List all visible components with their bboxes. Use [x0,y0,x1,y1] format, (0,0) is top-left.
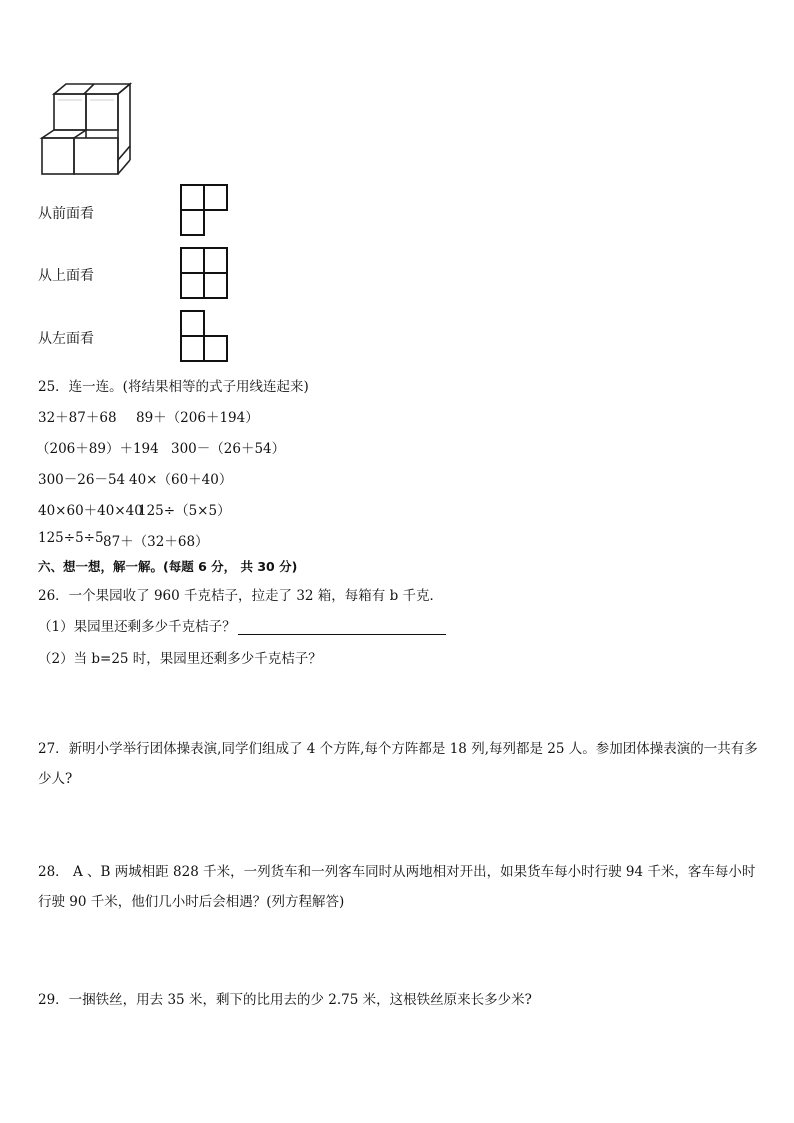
top-view-label: 从上面看 [38,268,94,284]
q26-sub1 [38,615,446,635]
q29-text: 29．一捆铁丝，用去 35 米，剩下的比用去的少 2.75 米，这根铁丝原来长多少米? [38,992,532,1008]
q25-left-2: （206＋89）＋194 [36,441,159,457]
left-view-label: 从左面看 [38,331,94,347]
q26-sub2: （2）当 b=25 时，果园里还剩多少千克桔子？ [38,651,322,667]
front-view-label: 从前面看 [38,206,94,222]
q26-sub1-text: （1）果园里还剩多少千克桔子？ [38,619,236,635]
q25-left-4: 40×60＋40×40 [38,503,143,519]
q25-title: 25．连一连。(将结果相等的式子用线连起来) [38,379,309,395]
q25-right-1: 89＋（206＋194） [136,410,259,426]
left-view-shape [179,309,231,365]
answer-blank [238,620,446,635]
q25-right-5: 87＋（32＋68） [103,534,209,550]
cube-figure [38,80,138,180]
q25-left-1: 32＋87＋68 [38,410,117,426]
q25-right-2: 300－（26＋54） [171,441,286,457]
q25-left-3: 300－26－54 [38,472,126,488]
q26-text: 26．一个果园收了 960 千克桔子，拉走了 32 箱，每箱有 b 千克． [38,588,444,604]
front-view-shape [179,183,231,239]
q25-right-3: 40×（60＋40） [129,472,233,488]
section-6-title: 六、想一想，解一解。(每题 6 分， 共 30 分) [38,559,298,574]
q25-right-4: 125÷（5×5） [138,503,231,519]
q25-left-5: 125÷5÷5 [38,530,104,546]
q28-text: 28． A 、B 两城相距 828 千米，一列货车和一列客车同时从两地相对开出，如果货车每小时行驶 94 千米，客车每小时行驶 90 千米，他们几小时后会相遇？(列方程解答) [38,864,756,910]
q27-text: 27．新明小学举行团体操表演,同学们组成了 4 个方阵,每个方阵都是 18 列,每列都是 25 人。参加团体操表演的一共有多少人? [38,741,758,787]
top-view-shape [179,246,231,302]
